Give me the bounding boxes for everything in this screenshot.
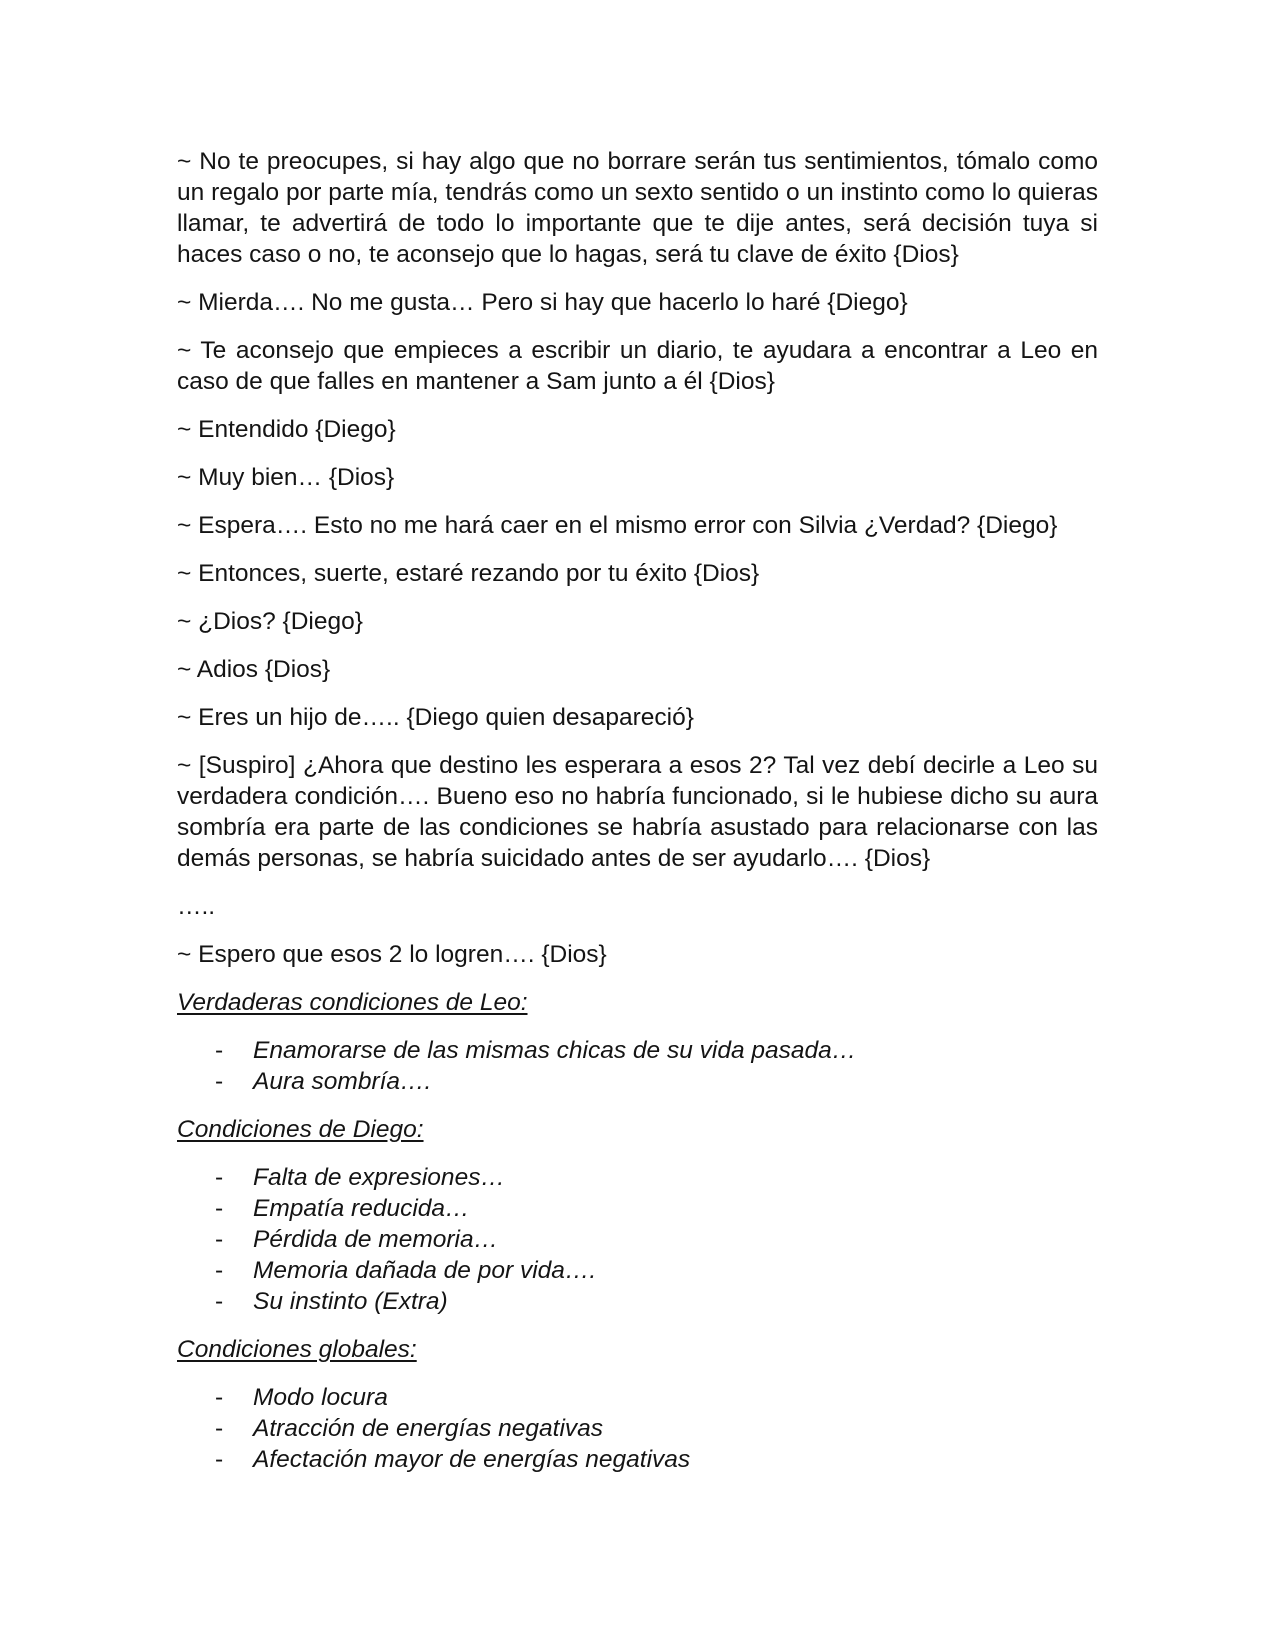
dialogue-line: ~ ¿Dios? {Diego} <box>177 608 363 635</box>
dialogue-line: ~ Entonces, suerte, estaré rezando por tu éxito {Dios} <box>177 560 760 587</box>
dialogue-line: ~ No te preocupes, si hay algo que no borrare serán tus sentimientos, tómalo como un regalo por parte mía, tendrás como un sexto sentido o un instinto como lo quieras llamar, te advertirá de todo lo importante que te dije antes, será decisión tuya si haces caso o no, te aconsejo que lo hagas, será tu clave de éxito {Dios} <box>177 148 1098 268</box>
bullet-dash: - <box>215 1037 224 1064</box>
condition-list-global <box>177 1382 1098 1475</box>
condition-item: - Afectación mayor de energías negativas <box>215 1446 691 1473</box>
condition-list-leo <box>177 1035 1098 1097</box>
section-heading-leo: Verdaderas condiciones de Leo: <box>177 989 528 1016</box>
condition-item: - Memoria dañada de por vida…. <box>215 1257 597 1284</box>
bullet-dash: - <box>215 1164 224 1191</box>
dialogue-line: ~ Espero que esos 2 lo logren…. {Dios} <box>177 941 607 968</box>
dialogue-line: ~ Te aconsejo que empieces a escribir un diario, te ayudara a encontrar a Leo en caso de que falles en mantener a Sam junto a él {Dios} <box>177 337 1098 395</box>
dialogue-line: ~ Entendido {Diego} <box>177 416 396 443</box>
bullet-dash: - <box>215 1195 224 1222</box>
dialogue-line: ~ Eres un hijo de….. {Diego quien desapareció} <box>177 704 694 731</box>
bullet-dash: - <box>215 1257 224 1284</box>
bullet-dash: - <box>215 1068 224 1095</box>
condition-item: - Atracción de energías negativas <box>215 1415 604 1442</box>
condition-item: - Empatía reducida… <box>215 1195 470 1222</box>
condition-item: - Pérdida de memoria… <box>215 1226 499 1253</box>
section-heading-global: Condiciones globales: <box>177 1336 417 1363</box>
document-page <box>177 146 1098 1492</box>
bullet-dash: - <box>215 1384 224 1411</box>
condition-item: - Falta de expresiones… <box>215 1164 505 1191</box>
dialogue-line: ~ Mierda…. No me gusta… Pero si hay que hacerlo lo haré {Diego} <box>177 289 908 316</box>
condition-list-diego <box>177 1162 1098 1317</box>
condition-item: - Su instinto (Extra) <box>215 1288 448 1315</box>
condition-item: - Aura sombría…. <box>215 1068 432 1095</box>
ellipsis-line: ….. <box>177 893 216 920</box>
bullet-dash: - <box>215 1288 224 1315</box>
section-heading-diego: Condiciones de Diego: <box>177 1116 424 1143</box>
dialogue-line: ~ Muy bien… {Dios} <box>177 464 395 491</box>
condition-item: - Modo locura <box>215 1384 388 1411</box>
bullet-dash: - <box>215 1446 224 1473</box>
dialogue-line: ~ Adios {Dios} <box>177 656 331 683</box>
bullet-dash: - <box>215 1415 224 1442</box>
bullet-dash: - <box>215 1226 224 1253</box>
dialogue-line: ~ Espera…. Esto no me hará caer en el mismo error con Silvia ¿Verdad? {Diego} <box>177 512 1058 539</box>
dialogue-line: ~ [Suspiro] ¿Ahora que destino les esperara a esos 2? Tal vez debí decirle a Leo su verdadera condición…. Bueno eso no habría funcionado, si le hubiese dicho su aura sombría era parte de las condiciones se habría asustado para relacionarse con las demás personas, se habría suicidado antes de ser ayudarlo…. {Dios} <box>177 752 1098 872</box>
condition-item: - Enamorarse de las mismas chicas de su vida pasada… <box>215 1037 857 1064</box>
